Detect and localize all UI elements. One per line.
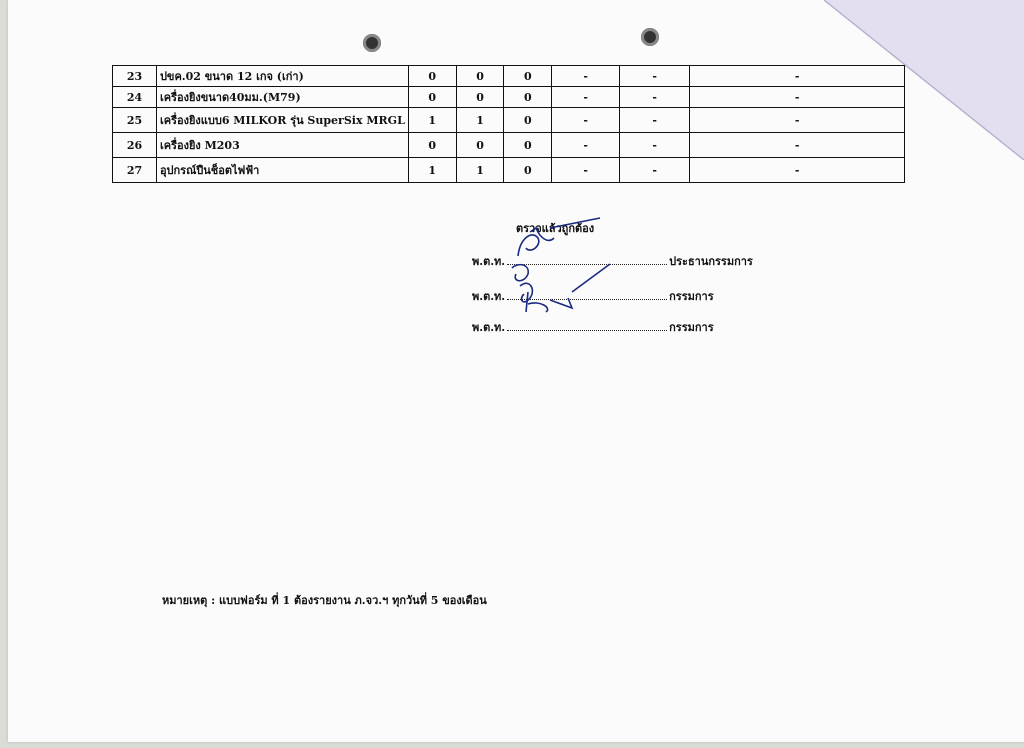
- verified-correct-label: ตรวจแล้วถูกต้อง: [516, 222, 595, 235]
- table-row: [113, 87, 905, 108]
- count-cell: 0: [408, 66, 456, 87]
- item-name: เครื่องยิง M203: [156, 133, 408, 158]
- row-number: 23: [113, 66, 157, 87]
- row-number: 26: [113, 133, 157, 158]
- punch-hole: [363, 34, 381, 52]
- table-row: [113, 158, 905, 183]
- dash-cell: -: [619, 108, 689, 133]
- table-row: [113, 133, 905, 158]
- count-cell: 0: [408, 133, 456, 158]
- count-cell: 0: [456, 66, 504, 87]
- dash-cell: -: [619, 66, 689, 87]
- dash-cell: -: [552, 87, 620, 108]
- punch-hole: [641, 28, 659, 46]
- count-cell: 0: [504, 158, 552, 183]
- count-cell: 0: [456, 87, 504, 108]
- member-title: กรรมการ: [669, 321, 714, 334]
- item-name: ปขค.02 ขนาด 12 เกจ (เก่า): [156, 66, 408, 87]
- count-cell: 0: [504, 66, 552, 87]
- chairman-title: ประธานกรรมการ: [669, 255, 753, 268]
- count-cell: 1: [408, 158, 456, 183]
- count-cell: 0: [504, 87, 552, 108]
- count-cell: 0: [456, 133, 504, 158]
- dash-cell: -: [690, 108, 905, 133]
- dash-cell: -: [552, 158, 620, 183]
- count-cell: 1: [408, 108, 456, 133]
- dash-cell: -: [690, 158, 905, 183]
- count-cell: 1: [456, 108, 504, 133]
- count-cell: 0: [504, 133, 552, 158]
- item-name: เครื่องยิงแบบ6 MILKOR รุ่น SuperSix MRGL: [156, 108, 408, 133]
- weapons-table: [112, 65, 905, 183]
- dash-cell: -: [619, 133, 689, 158]
- count-cell: 1: [456, 158, 504, 183]
- dash-cell: -: [690, 66, 905, 87]
- rank-prefix: พ.ต.ท.: [472, 321, 506, 334]
- row-number: 25: [113, 108, 157, 133]
- item-name: อุปกรณ์ปืนช็อตไฟฟ้า: [156, 158, 408, 183]
- table-row: [113, 108, 905, 133]
- rank-prefix: พ.ต.ท.: [472, 290, 506, 303]
- row-number: 24: [113, 87, 157, 108]
- count-cell: 0: [504, 108, 552, 133]
- count-cell: 0: [408, 87, 456, 108]
- rank-prefix: พ.ต.ท.: [472, 255, 506, 268]
- dash-cell: -: [690, 87, 905, 108]
- dash-cell: -: [619, 158, 689, 183]
- dash-cell: -: [552, 133, 620, 158]
- handwritten-signatures: [490, 208, 630, 338]
- member-title: กรรมการ: [669, 290, 714, 303]
- item-name: เครื่องยิงขนาด40มม.(M79): [156, 87, 408, 108]
- remark-note: หมายเหตุ : แบบฟอร์ม ที่ 1 ต้องรายงาน ภ.จว.ฯ ทุกวันที่ 5 ของเดือน: [162, 594, 487, 607]
- dash-cell: -: [552, 66, 620, 87]
- row-number: 27: [113, 158, 157, 183]
- dash-cell: -: [619, 87, 689, 108]
- table-row: [113, 66, 905, 87]
- dash-cell: -: [552, 108, 620, 133]
- dash-cell: -: [690, 133, 905, 158]
